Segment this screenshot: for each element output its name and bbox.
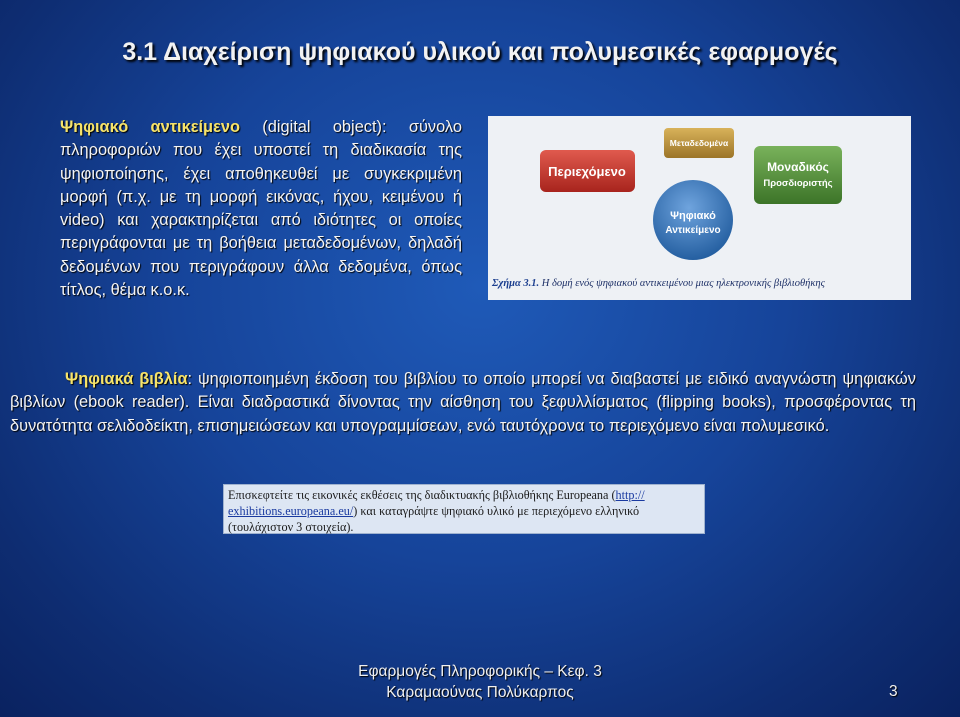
digital-object-label-1: Ψηφιακό — [670, 210, 716, 222]
note-text-after: ) και καταγράψτε ψηφιακό υλικό με περιεχόμενο ελληνικό (τουλάχιστον 3 στοιχεία). — [228, 504, 640, 534]
europeana-link-part1[interactable]: http:// — [615, 488, 645, 502]
footer-author: Καραμαούνας Πολύκαρπος — [386, 684, 574, 701]
figure-diagram — [488, 116, 911, 300]
slide-title: 3.1 Διαχείριση ψηφιακού υλικού και πολυμεσικές εφαρμογές — [122, 38, 838, 66]
footer-course: Εφαρμογές Πληροφορικής – Κεφ. 3 — [358, 663, 602, 680]
content-label: Περιεχόμενο — [548, 164, 626, 179]
figure-caption — [492, 278, 907, 289]
caption-label: Σχήμα 3.1. — [492, 278, 540, 289]
identifier-box — [754, 146, 842, 204]
europeana-note — [223, 484, 705, 534]
page-number: 3 — [889, 683, 898, 700]
digital-object-definition: (digital object): σύνολο πληροφοριών που έχει υποστεί τη διαδικασία της ψηφιοποίησης, έχει αποθηκευθεί με συγκεκριμένη μορφή (π.χ. με τη μορφή εικόνας, ήχου, κειμένου ή video) και χαρακτηρίζεται από ιδιότητες οι οποίες περιγράφονται με τη βοήθεια μεταδεδομένων, δηλαδή δεδομένων που περιγράφουν άλλα δεδομένα, όπως τίτλος, θέμα κ.ο.κ. — [60, 118, 462, 300]
ebooks-paragraph — [10, 368, 916, 438]
identifier-label-2: Προσδιοριστής — [763, 178, 833, 189]
note-text-before: Επισκεφτείτε τις εικονικές εκθέσεις της διαδικτυακής βιβλιοθήκης Europeana ( — [228, 488, 616, 502]
europeana-link-part2[interactable]: exhibitions.europeana.eu/ — [228, 504, 354, 518]
ebooks-term: Ψηφιακά βιβλία — [65, 370, 188, 388]
digital-object-term: Ψηφιακό αντικείμενο — [60, 118, 240, 136]
metadata-label: Μεταδεδομένα — [669, 138, 729, 148]
caption-text: Η δομή ενός ψηφιακού αντικειμένου μιας ηλεκτρονικής βιβλιοθήκης — [539, 278, 825, 289]
digital-object-label-2: Αντικείμενο — [665, 225, 721, 236]
digital-object-figure — [488, 116, 911, 300]
ebooks-definition: : ψηφιοποιημένη έκδοση του βιβλίου το οποίο μπορεί να διαβαστεί με ειδικό αναγνώστη ψηφιακών βιβλίων (ebook reader). Είναι διαδραστικά δίνοντας την αίσθηση του ξεφυλλίσματος (flipping books), προσφέροντας τη δυνατότητα σελιδοδείκτη, επισημειώσεων και υπογραμμίσεων, ενώ ταυτόχρονα το περιεχόμενο είναι πολυμεσικό. — [10, 370, 916, 435]
digital-object-paragraph — [60, 116, 462, 302]
identifier-label-1: Μοναδικός — [767, 160, 829, 174]
